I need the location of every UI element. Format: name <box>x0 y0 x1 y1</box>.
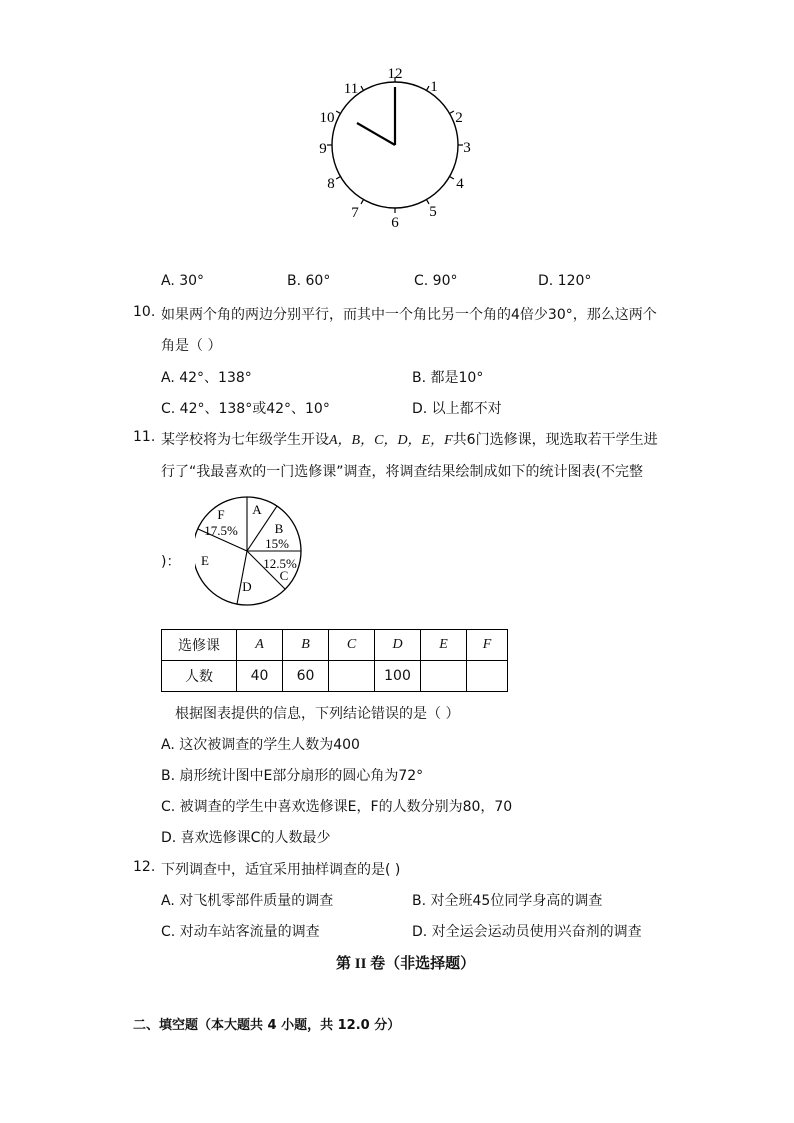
clock-tick <box>450 177 454 180</box>
table-cell: D <box>375 630 421 661</box>
table-cell: F <box>467 630 508 661</box>
q11-option-a[interactable]: A. 这次被调查的学生人数为400 <box>161 737 360 753</box>
q11-stem-close: )： <box>161 554 181 570</box>
table-cell <box>329 661 375 692</box>
pie-chart <box>195 492 315 616</box>
clock-number-11: 11 <box>343 81 359 97</box>
table-cell <box>421 661 467 692</box>
table-cell: E <box>421 630 467 661</box>
q10-option-a[interactable]: A. 42°、138° <box>161 370 252 386</box>
q10-stem-line1: 如果两个角的两边分别平行，而其中一个角比另一个角的4倍少30°，那么这两个 <box>161 307 657 323</box>
pie-label-b: B <box>274 521 284 536</box>
clock-number-8: 8 <box>327 176 335 192</box>
pie-label-f: F <box>217 507 225 522</box>
clock-figure <box>305 60 485 240</box>
table-cell: 选修课 <box>162 630 237 661</box>
clock-tick <box>336 177 340 180</box>
q9-option-b[interactable]: B. 60° <box>287 273 331 289</box>
q9-option-d[interactable]: D. 120° <box>538 273 592 289</box>
clock-tick <box>450 111 454 114</box>
clock-number-12: 12 <box>387 66 403 82</box>
pie-label-f-pct: 17.5% <box>204 523 238 538</box>
q12-option-b[interactable]: B. 对全班45位同学身高的调查 <box>412 893 603 909</box>
table-cell: 100 <box>375 661 421 692</box>
pie-label-b-pct: 15% <box>265 536 289 551</box>
part-heading: 二、填空题（本大题共 4 小题，共 12.0 分） <box>133 1018 401 1033</box>
pie-label-d: D <box>242 579 252 594</box>
clock-number-3: 3 <box>463 140 471 156</box>
q10-option-d[interactable]: D. 以上都不对 <box>412 401 502 417</box>
clock-number-5: 5 <box>429 204 437 220</box>
pie-divider-d-e <box>237 551 247 604</box>
table-row-header <box>162 630 508 661</box>
clock-number-4: 4 <box>456 176 464 192</box>
q11-option-d[interactable]: D. 喜欢选修课C的人数最少 <box>161 830 331 846</box>
section-heading: 第 II 卷（非选择题） <box>336 956 476 972</box>
q11-stem-pre: 某学校将为七年级学生开设 <box>161 432 329 448</box>
q9-option-c[interactable]: C. 90° <box>414 273 458 289</box>
clock-number-2: 2 <box>455 110 463 126</box>
q10-stem-line2: 角是（ ） <box>161 338 222 354</box>
clock-tick <box>427 86 430 90</box>
clock-number-10: 10 <box>319 110 335 126</box>
table-cell <box>467 661 508 692</box>
q12-stem: 下列调查中，适宜采用抽样调查的是( ) <box>161 862 401 878</box>
clock-number-1: 1 <box>430 79 438 95</box>
table-cell: B <box>283 630 329 661</box>
q9-option-a[interactable]: A. 30° <box>161 273 205 289</box>
table-cell: 40 <box>237 661 283 692</box>
q10-option-b[interactable]: B. 都是10° <box>412 370 484 386</box>
clock-number-6: 6 <box>391 215 399 231</box>
q11-stem-vars: A，B，C，D，E，F <box>329 433 453 448</box>
q11-number: 11. <box>133 429 156 445</box>
q12-option-c[interactable]: C. 对动车站客流量的调查 <box>161 924 320 940</box>
pie-label-c-pct: 12.5% <box>263 556 297 571</box>
clock-tick <box>361 86 364 90</box>
pie-label-c: C <box>279 568 289 583</box>
table-cell: C <box>329 630 375 661</box>
table-cell: A <box>237 630 283 661</box>
hour-hand <box>357 123 395 145</box>
clock-number-7: 7 <box>351 205 359 221</box>
q11-stem-line1 <box>161 429 658 449</box>
q12-option-a[interactable]: A. 对飞机零部件质量的调查 <box>161 893 334 909</box>
table-cell: 60 <box>283 661 329 692</box>
q11-question: 根据图表提供的信息，下列结论错误的是（ ） <box>175 706 460 722</box>
pie-label-a: A <box>252 502 262 517</box>
q10-option-c[interactable]: C. 42°、138°或42°、10° <box>161 401 330 417</box>
pie-label-e: E <box>201 553 209 568</box>
table-row-counts <box>162 661 508 692</box>
course-table <box>161 629 508 692</box>
q10-number: 10. <box>133 304 156 320</box>
table-cell: 人数 <box>162 661 237 692</box>
q11-option-b[interactable]: B. 扇形统计图中E部分扇形的圆心角为72° <box>161 768 424 784</box>
clock-tick <box>361 200 364 204</box>
q11-stem-line2: 行了“我最喜欢的一门选修课”调查，将调查结果绘制成如下的统计图表(不完整 <box>161 464 643 480</box>
q11-stem-post: 共6门选修课，现选取若干学生进 <box>452 432 658 448</box>
q12-number: 12. <box>133 859 156 875</box>
clock-tick <box>336 111 340 114</box>
clock-number-9: 9 <box>319 141 327 157</box>
q11-option-c[interactable]: C. 被调查的学生中喜欢选修课E，F的人数分别为80，70 <box>161 799 513 815</box>
q12-option-d[interactable]: D. 对全运会运动员使用兴奋剂的调查 <box>412 924 642 940</box>
